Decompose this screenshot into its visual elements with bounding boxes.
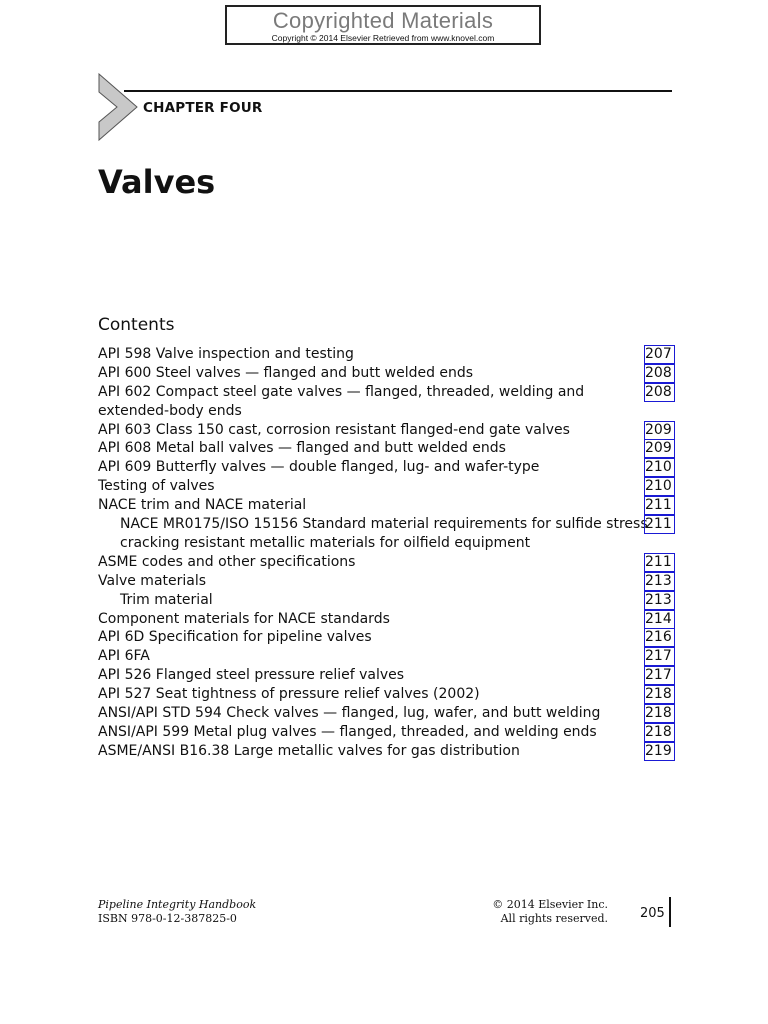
toc-entry-title: ASME codes and other specifications [98, 553, 356, 570]
toc-page-link[interactable]: 217 [644, 666, 675, 685]
toc-page-link[interactable]: 216 [644, 628, 675, 647]
toc-entry [98, 704, 678, 723]
toc-entry-title [98, 383, 643, 421]
toc-page-link[interactable]: 211 [644, 496, 675, 515]
toc-entry-title: API 598 Valve inspection and testing [98, 346, 354, 362]
toc-entry [98, 364, 678, 383]
chapter-label: CHAPTER FOUR [143, 100, 263, 116]
toc-entry [98, 723, 678, 742]
watermark-subtitle: Copyright © 2014 Elsevier Retrieved from www.knovel.com [271, 33, 495, 43]
toc-entry-title: Testing of valves [98, 478, 215, 495]
toc-entry-title: Trim material [120, 591, 213, 608]
toc-entry [98, 345, 678, 364]
toc-entry [98, 610, 678, 629]
footer-rights-line: All rights reserved. [500, 912, 608, 925]
toc-entry-title: ASME/ANSI B16.38 Large metallic valves for gas distribution [98, 742, 520, 759]
toc-entry [98, 666, 678, 685]
toc-entry [98, 458, 678, 477]
table-of-contents [98, 345, 678, 761]
toc-page-link[interactable]: 213 [644, 591, 675, 610]
toc-page-link[interactable]: 210 [644, 458, 675, 477]
footer-book-title: Pipeline Integrity Handbook [98, 898, 257, 911]
toc-page-link[interactable]: 219 [644, 742, 675, 761]
toc-entry-line-2: extended-body ends [98, 402, 242, 419]
chapter-title: Valves [98, 163, 216, 201]
toc-entry [98, 647, 678, 666]
toc-entry [98, 591, 678, 610]
toc-entry-title: ANSI/API 599 Metal plug valves — flanged, threaded, and welding ends [98, 723, 597, 740]
toc-entry [98, 496, 678, 515]
toc-page-link[interactable]: 208 [644, 364, 675, 383]
toc-entry-title: API 6D Specification for pipeline valves [98, 629, 372, 646]
toc-page-link[interactable]: 211 [644, 553, 675, 572]
toc-entry [98, 685, 678, 704]
toc-entry-title: Valve materials [98, 572, 207, 589]
toc-entry-title: NACE trim and NACE material [98, 497, 307, 514]
toc-entry-title: API 609 Butterfly valves — double flanged, lug- and wafer-type [98, 459, 540, 476]
watermark-title: Copyrighted Materials [272, 8, 494, 33]
toc-page-link[interactable]: 213 [644, 572, 675, 591]
toc-page-link[interactable]: 218 [644, 685, 675, 704]
toc-entry-title: API 526 Flanged steel pressure relief valves [98, 667, 405, 684]
toc-entry [98, 572, 678, 591]
chapter-chevron-icon [97, 72, 139, 142]
toc-entry-title: API 608 Metal ball valves — flanged and butt welded ends [98, 440, 506, 457]
toc-entry-title [120, 515, 648, 553]
toc-entry [98, 477, 678, 496]
toc-page-link[interactable]: 217 [644, 647, 675, 666]
toc-page-link[interactable]: 214 [644, 610, 675, 629]
toc-entry [98, 742, 678, 761]
toc-entry-title: ANSI/API STD 594 Check valves — flanged, lug, wafer, and butt welding [98, 704, 601, 721]
toc-entry-line-1: NACE MR0175/ISO 15156 Standard material requirements for sulfide stress [120, 516, 648, 533]
toc-entry-title: API 603 Class 150 cast, corrosion resistant flanged-end gate valves [98, 421, 570, 438]
toc-page-link[interactable]: 211 [644, 515, 675, 534]
toc-entry [98, 628, 678, 647]
toc-page-link[interactable]: 208 [644, 383, 675, 402]
toc-entry-line-1: API 602 Compact steel gate valves — flanged, threaded, welding and [98, 383, 585, 400]
toc-entry [98, 421, 678, 440]
toc-entry-title: API 600 Steel valves — flanged and butt welded ends [98, 364, 474, 381]
toc-entry-title: API 6FA [98, 648, 150, 665]
toc-entry-title: API 527 Seat tightness of pressure relief valves (2002) [98, 686, 480, 703]
toc-entry [98, 515, 678, 553]
page-number-rule [669, 897, 671, 927]
contents-heading: Contents [98, 315, 175, 335]
toc-page-link[interactable]: 218 [644, 704, 675, 723]
toc-entry-line-2: cracking resistant metallic materials for oilfield equipment [120, 534, 531, 551]
chapter-rule [124, 90, 672, 92]
footer-copyright-line: © 2014 Elsevier Inc. [492, 898, 608, 911]
toc-entry [98, 439, 678, 458]
toc-entry [98, 553, 678, 572]
toc-page-link[interactable]: 210 [644, 477, 675, 496]
toc-page-link[interactable]: 207 [644, 345, 675, 364]
copyright-watermark [225, 5, 541, 45]
footer-book-info [98, 898, 256, 926]
footer-isbn: ISBN 978-0-12-387825-0 [98, 912, 237, 925]
page-number: 205 [640, 906, 665, 921]
toc-page-link[interactable]: 209 [644, 439, 675, 458]
toc-page-link[interactable]: 218 [644, 723, 675, 742]
footer-copyright [440, 898, 608, 926]
toc-entry-title: Component materials for NACE standards [98, 610, 390, 627]
toc-page-link[interactable]: 209 [644, 421, 675, 440]
toc-entry [98, 383, 678, 421]
